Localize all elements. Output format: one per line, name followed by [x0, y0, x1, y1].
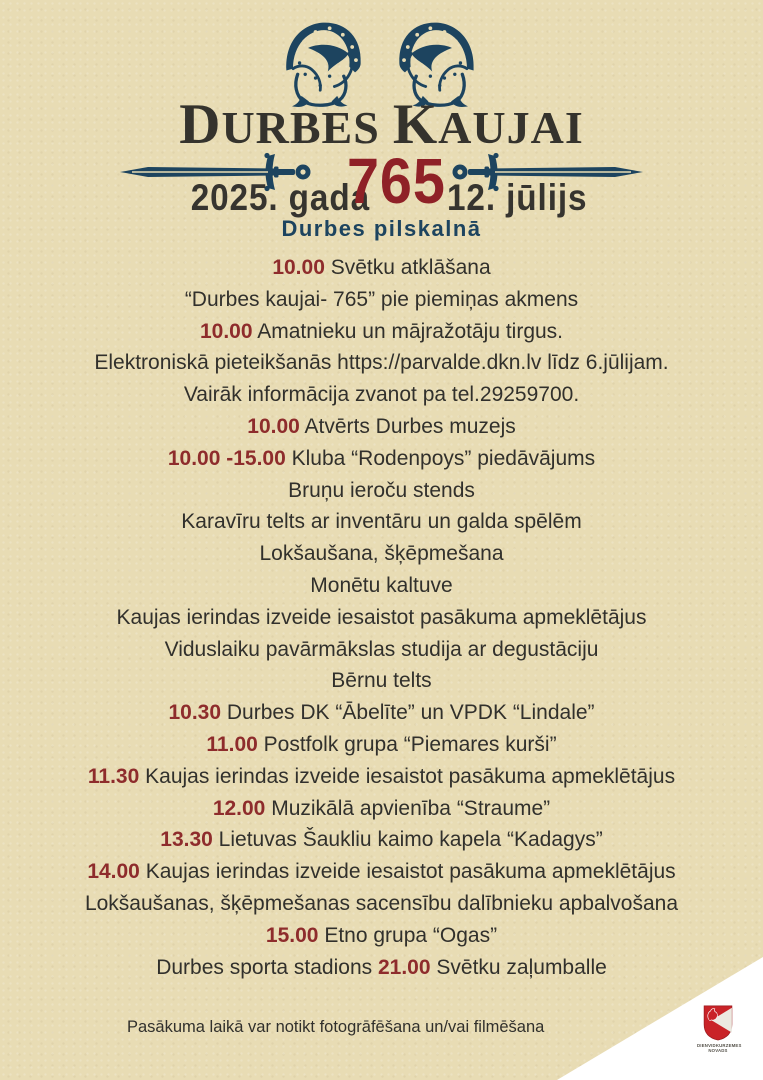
schedule-line [0, 665, 763, 697]
schedule-line [0, 538, 763, 570]
schedule-text: Karavīru telts ar inventāru un galda spēlēm [181, 510, 582, 534]
schedule-line [0, 856, 763, 888]
schedule-line [0, 888, 763, 920]
date-day-text: 12. jūlijs [447, 177, 588, 218]
schedule-time: 11.00 [206, 732, 258, 756]
schedule-text: Kaujas ierindas izveide iesaistot pasākuma apmeklētājus [116, 605, 647, 629]
schedule-line [0, 347, 763, 379]
schedule-text: Lietuvas Šaukliu kaimo kapela “Kadagys” [212, 828, 603, 852]
schedule-text: Svētku atklāšana [324, 256, 491, 279]
schedule-line [0, 506, 763, 538]
schedule-line [0, 284, 763, 316]
schedule-line [0, 697, 763, 729]
schedule-text: “Durbes kaujai- 765” pie piemiņas akmens [184, 287, 579, 311]
schedule-text: Atvērts Durbes muzejs [299, 414, 516, 438]
schedule-text: Amatnieku un mājražotāju tirgus. [252, 319, 564, 343]
schedule-line [0, 602, 763, 634]
anniversary-number: 765 [347, 145, 446, 217]
schedule-text: Monētu kaltuve [310, 573, 453, 597]
schedule-time: 11.30 [87, 764, 140, 788]
schedule-line [0, 729, 763, 761]
schedule-time: 21.00 [377, 955, 431, 979]
schedule-time: 10.00 [247, 414, 300, 438]
schedule-line [0, 824, 763, 856]
schedule-text: Postfolk grupa “Piemares kurši” [257, 732, 557, 756]
schedule-text: Durbes DK “Ābelīte” un VPDK “Lindale” [221, 701, 595, 725]
schedule-text: Muzikālā apvienība “Straume” [265, 796, 551, 820]
schedule-text: Kaujas ierindas izveide iesaistot pasākuma apmeklētājus [139, 860, 676, 884]
schedule-text: Bērnu telts [331, 669, 432, 693]
schedule-list [0, 252, 763, 983]
coat-of-arms-icon [702, 1004, 734, 1041]
schedule-line [0, 570, 763, 602]
schedule-text: Svētku zaļumballe [430, 955, 607, 979]
schedule-time: 12.00 [212, 796, 266, 820]
date-year-text: 2025. gada [190, 177, 370, 218]
schedule-time: 15.00 [265, 923, 319, 947]
schedule-time: 10.00 [272, 256, 325, 279]
schedule-text: Bruņu ieroču stends [288, 478, 475, 502]
schedule-text: Lokšaušanas, šķēpmešanas sacensību dalībnieku apbalvošana [84, 891, 679, 915]
schedule-line [0, 634, 763, 666]
schedule-line [0, 411, 763, 443]
municipality-logo [697, 1004, 742, 1054]
logo-text-line1: DIENVIDKURZEMES [697, 1043, 742, 1048]
logo-text-line2: NOVADS [708, 1048, 728, 1054]
schedule-line [0, 793, 763, 825]
schedule-line [0, 952, 763, 984]
schedule-text: Etno grupa “Ogas” [318, 923, 498, 947]
schedule-text: Durbes sporta stadions [156, 955, 378, 979]
location-text: Durbes pilskalnā [281, 216, 482, 241]
schedule-line [0, 443, 763, 475]
schedule-time: 13.30 [160, 828, 213, 852]
schedule-text: Kluba “Rodenpoys” piedāvājums [285, 446, 596, 470]
schedule-line [0, 379, 763, 411]
schedule-line [0, 920, 763, 952]
schedule-line [0, 316, 763, 348]
schedule-text: Viduslaiku pavārmākslas studija ar degustāciju [164, 637, 599, 661]
title-initial: D [179, 93, 222, 156]
schedule-time: 10.00 [199, 319, 253, 343]
title-initial: K [392, 93, 439, 156]
schedule-time: 10.30 [168, 701, 222, 725]
title-word: URBES [221, 102, 380, 153]
schedule-time: 14.00 [87, 860, 140, 884]
photo-disclaimer-text: Pasākuma laikā var notikt fotogrāfēšana un/vai filmēšana [127, 1018, 545, 1036]
schedule-line [0, 761, 763, 793]
title-word: AUJAI [438, 102, 584, 153]
schedule-text: Lokšaušana, šķēpmešana [259, 542, 504, 566]
schedule-time: 10.00 -15.00 [167, 446, 286, 470]
schedule-line [0, 252, 763, 284]
schedule-text: Kaujas ierindas izveide iesaistot pasākuma apmeklētājus [139, 764, 676, 788]
schedule-text: Elektroniskā pieteikšanās https://parvalde.dkn.lv līdz 6.jūlijam. [94, 351, 669, 375]
schedule-line [0, 475, 763, 507]
schedule-text: Vairāk informācija zvanot pa tel.29259700. [183, 383, 580, 407]
